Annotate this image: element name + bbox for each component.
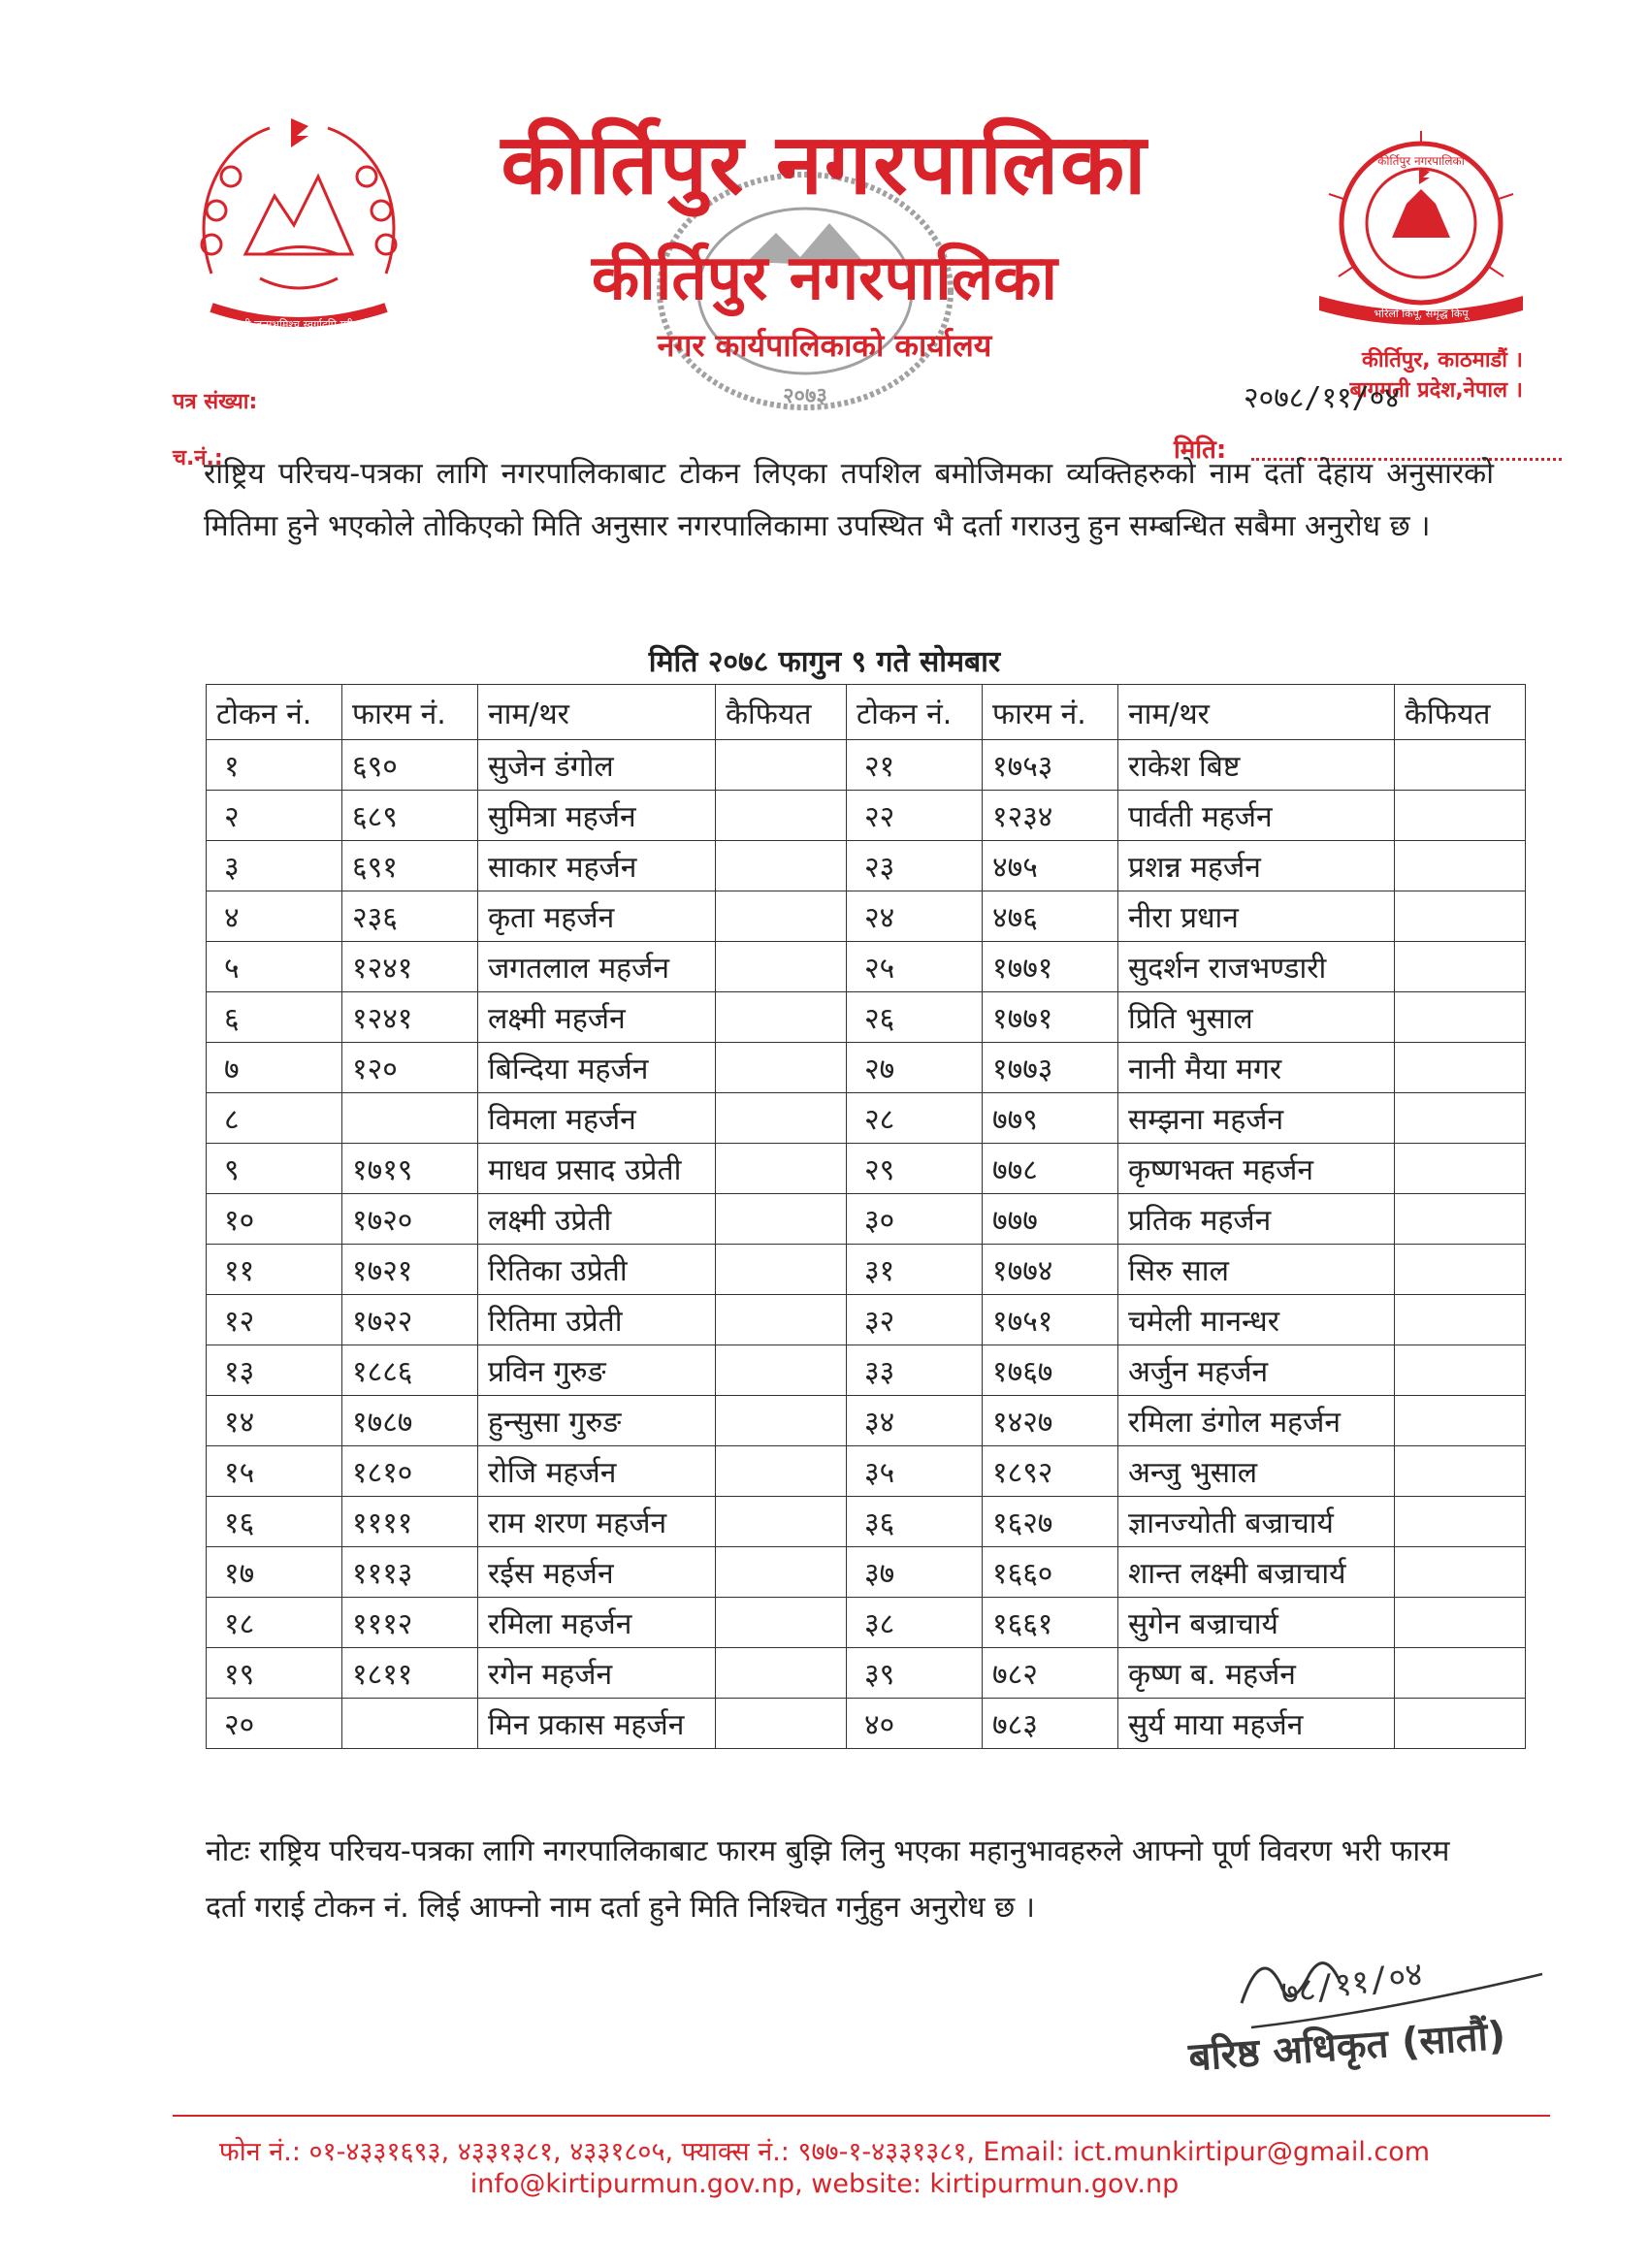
- form-no-cell: ७७९: [983, 1093, 1118, 1144]
- header-remarks: कैफियत: [716, 685, 847, 740]
- token-no-cell: ६: [207, 992, 342, 1043]
- name-cell: सुजेन डंगोल: [478, 740, 716, 791]
- name-cell: रमिला महर्जन: [478, 1598, 716, 1648]
- form-no-cell: ७७८: [983, 1144, 1118, 1194]
- table-row: [207, 1446, 1526, 1497]
- form-no-cell: ४७५: [983, 841, 1118, 891]
- token-no-cell: २०: [207, 1699, 342, 1749]
- table-body: [207, 740, 1526, 1749]
- remarks-cell: [1395, 891, 1526, 942]
- table-row: [207, 1345, 1526, 1396]
- remarks-cell: [1395, 1446, 1526, 1497]
- table-row: [207, 1648, 1526, 1699]
- remarks-cell: [716, 1396, 847, 1446]
- form-no-cell: १२४१: [342, 992, 478, 1043]
- remarks-cell: [1395, 1295, 1526, 1345]
- name-cell: शान्त लक्ष्मी बज्राचार्य: [1118, 1547, 1395, 1598]
- remarks-cell: [716, 992, 847, 1043]
- form-no-cell: १७७४: [983, 1245, 1118, 1295]
- form-no-cell: ६९१: [342, 841, 478, 891]
- remarks-cell: [1395, 1194, 1526, 1245]
- remarks-cell: [716, 740, 847, 791]
- form-no-cell: [342, 1699, 478, 1749]
- token-no-cell: १७: [207, 1547, 342, 1598]
- remarks-cell: [1395, 1396, 1526, 1446]
- form-no-cell: १११२: [342, 1598, 478, 1648]
- remarks-cell: [716, 1345, 847, 1396]
- form-no-cell: १६२७: [983, 1497, 1118, 1547]
- form-no-cell: १४२७: [983, 1396, 1118, 1446]
- form-no-cell: १२४१: [342, 942, 478, 992]
- header-form-no-2: फारम नं.: [983, 685, 1118, 740]
- form-no-cell: ७७७: [983, 1194, 1118, 1245]
- table-row: [207, 1194, 1526, 1245]
- form-no-cell: १६६०: [983, 1547, 1118, 1598]
- remarks-cell: [716, 1194, 847, 1245]
- address-province: बागमती प्रदेश,नेपाल ।: [1349, 378, 1523, 403]
- remarks-cell: [716, 1497, 847, 1547]
- remarks-cell: [716, 1446, 847, 1497]
- remarks-cell: [1395, 1144, 1526, 1194]
- token-no-cell: ५: [207, 942, 342, 992]
- remarks-cell: [716, 1547, 847, 1598]
- form-no-cell: १७५१: [983, 1295, 1118, 1345]
- letterhead-subtitle: कीर्तिपुर नगरपालिका: [592, 243, 1057, 314]
- svg-text:जननी जन्मभूमिश्च स्वर्गादपि गर: जननी जन्मभूमिश्च स्वर्गादपि गरीयसी: [228, 318, 370, 331]
- remarks-cell: [716, 841, 847, 891]
- form-no-cell: १२०: [342, 1043, 478, 1093]
- token-no-cell: १४: [207, 1396, 342, 1446]
- name-cell: रोजि महर्जन: [478, 1446, 716, 1497]
- form-no-cell: १८११: [342, 1648, 478, 1699]
- form-no-cell: १८१०: [342, 1446, 478, 1497]
- table-row: [207, 1396, 1526, 1446]
- token-no-cell: ३१: [847, 1245, 983, 1295]
- token-no-cell: २३: [847, 841, 983, 891]
- form-no-cell: १७१९: [342, 1144, 478, 1194]
- table-row: [207, 740, 1526, 791]
- header-token-no: टोकन नं.: [207, 685, 342, 740]
- header-remarks-2: कैफियत: [1395, 685, 1526, 740]
- form-no-cell: ७८३: [983, 1699, 1118, 1749]
- remarks-cell: [1395, 1245, 1526, 1295]
- name-cell: नानी मैया मगर: [1118, 1043, 1395, 1093]
- token-no-cell: १: [207, 740, 342, 791]
- body-paragraph: राष्ट्रिय परिचय-पत्रका लागि नगरपालिकाबाट टोकन लिएका तपशिल बमोजिमका व्यक्तिहरुको नाम दर्ता देहाय अनुसारको मितिमा हुने भएकोले तोकिएको मिति अनुसार नगरपालिकामा उपस्थित भै दर्ता गराउनु हुन सम्बन्धित सबैमा अनुरोध छ ।: [204, 457, 1494, 543]
- name-cell: लक्ष्मी उप्रेती: [478, 1194, 716, 1245]
- token-no-cell: १०: [207, 1194, 342, 1245]
- token-no-cell: २४: [847, 891, 983, 942]
- remarks-cell: [716, 942, 847, 992]
- token-no-cell: ३९: [847, 1648, 983, 1699]
- form-no-cell: १७६७: [983, 1345, 1118, 1396]
- signature-date: ७८/११/०४: [1278, 1954, 1426, 2014]
- form-no-cell: १७२१: [342, 1245, 478, 1295]
- name-cell: राकेश बिष्ट: [1118, 740, 1395, 791]
- remarks-cell: [716, 1648, 847, 1699]
- token-no-cell: ३३: [847, 1345, 983, 1396]
- remarks-cell: [716, 891, 847, 942]
- token-no-cell: ८: [207, 1093, 342, 1144]
- token-no-cell: ३२: [847, 1295, 983, 1345]
- remarks-cell: [1395, 1043, 1526, 1093]
- name-cell: रितिमा उप्रेती: [478, 1295, 716, 1345]
- token-no-cell: २: [207, 791, 342, 841]
- address-city: कीर्तिपुर, काठमाडौं ।: [1361, 348, 1523, 373]
- footer-contact: फोन नं.: ०१-४३३१६९३, ४३३१३८१, ४३३१८०५, फ्याक्स नं.: ९७७-१-४३३१३८१, Email: ict.munkirtipur@gmail.com: [218, 2137, 1431, 2167]
- token-no-cell: २५: [847, 942, 983, 992]
- remarks-cell: [716, 791, 847, 841]
- name-cell: रितिका उप्रेती: [478, 1245, 716, 1295]
- token-no-cell: २१: [847, 740, 983, 791]
- header-token-no-2: टोकन नं.: [847, 685, 983, 740]
- remarks-cell: [1395, 1497, 1526, 1547]
- table-row: [207, 1497, 1526, 1547]
- remarks-cell: [1395, 791, 1526, 841]
- form-no-cell: ४७६: [983, 891, 1118, 942]
- table-row: [207, 841, 1526, 891]
- table-row: [207, 1547, 1526, 1598]
- name-cell: मिन प्रकास महर्जन: [478, 1699, 716, 1749]
- name-cell: प्रशन्न महर्जन: [1118, 841, 1395, 891]
- name-cell: रगेन महर्जन: [478, 1648, 716, 1699]
- token-no-cell: २६: [847, 992, 983, 1043]
- svg-text:२०७३: २०७३: [783, 384, 827, 408]
- remarks-cell: [716, 1699, 847, 1749]
- name-cell: लक्ष्मी महर्जन: [478, 992, 716, 1043]
- name-cell: जगतलाल महर्जन: [478, 942, 716, 992]
- token-no-cell: १२: [207, 1295, 342, 1345]
- remarks-cell: [716, 1598, 847, 1648]
- table-row: [207, 1245, 1526, 1295]
- name-cell: रमिला डंगोल महर्जन: [1118, 1396, 1395, 1446]
- name-cell: अर्जुन महर्जन: [1118, 1345, 1395, 1396]
- name-cell: कृता महर्जन: [478, 891, 716, 942]
- token-no-cell: ३०: [847, 1194, 983, 1245]
- name-cell: विमला महर्जन: [478, 1093, 716, 1144]
- name-cell: ज्ञानज्योती बज्राचार्य: [1118, 1497, 1395, 1547]
- form-no-cell: १७७१: [983, 992, 1118, 1043]
- table-header-row: [207, 685, 1526, 740]
- name-cell: हुन्सुसा गुरुङ: [478, 1396, 716, 1446]
- footer-divider: [173, 2115, 1550, 2117]
- note-paragraph: नोटः राष्ट्रिय परिचय-पत्रका लागि नगरपालिकाबाट फारम बुझि लिनु भएका महानुभावहरुले आफ्नो पूर्ण विवरण भरी फारम दर्ता गराई टोकन नं. लिई आफ्नो नाम दर्ता हुने मिति निश्चित गर्नुहुन अनुरोध छ ।: [206, 1834, 1450, 1925]
- remarks-cell: [716, 1245, 847, 1295]
- form-no-cell: १११३: [342, 1547, 478, 1598]
- form-no-cell: १७७१: [983, 942, 1118, 992]
- form-no-cell: १७७३: [983, 1043, 1118, 1093]
- name-cell: अन्जु भुसाल: [1118, 1446, 1395, 1497]
- remarks-cell: [716, 1093, 847, 1144]
- dispatch-number-label: च.नं.:: [173, 446, 223, 470]
- remarks-cell: [1395, 841, 1526, 891]
- form-no-cell: [342, 1093, 478, 1144]
- token-no-cell: २७: [847, 1043, 983, 1093]
- table-row: [207, 1295, 1526, 1345]
- letterhead-office: नगर कार्यपालिकाको कार्यालय: [657, 327, 992, 364]
- form-no-cell: १८८६: [342, 1345, 478, 1396]
- table-row: [207, 791, 1526, 841]
- form-no-cell: १८९२: [983, 1446, 1118, 1497]
- name-cell: राम शरण महर्जन: [478, 1497, 716, 1547]
- date-value: २०७८/११/०४: [1244, 381, 1400, 415]
- token-no-cell: ३७: [847, 1547, 983, 1598]
- remarks-cell: [1395, 1345, 1526, 1396]
- table-row: [207, 1598, 1526, 1648]
- remarks-cell: [716, 1144, 847, 1194]
- table-row: [207, 942, 1526, 992]
- table-row: [207, 1144, 1526, 1194]
- token-no-cell: ४०: [847, 1699, 983, 1749]
- token-no-cell: १३: [207, 1345, 342, 1396]
- svg-text:कीर्तिपुर नगरपालिका: कीर्तिपुर नगरपालिका: [1377, 154, 1465, 168]
- footer-website: info@kirtipurmun.gov.np, website: kirtipurmun.gov.np: [469, 2169, 1180, 2199]
- token-no-cell: १८: [207, 1598, 342, 1648]
- form-no-cell: १७८७: [342, 1396, 478, 1446]
- registration-table: [206, 684, 1526, 1749]
- letterhead-title: कीर्तिपुर नगरपालिका: [501, 116, 1148, 213]
- name-cell: पार्वती महर्जन: [1118, 791, 1395, 841]
- name-cell: रईस महर्जन: [478, 1547, 716, 1598]
- form-no-cell: ६८९: [342, 791, 478, 841]
- token-no-cell: २८: [847, 1093, 983, 1144]
- token-no-cell: ७: [207, 1043, 342, 1093]
- token-no-cell: १६: [207, 1497, 342, 1547]
- name-cell: प्रिति भुसाल: [1118, 992, 1395, 1043]
- token-no-cell: ११: [207, 1245, 342, 1295]
- name-cell: नीरा प्रधान: [1118, 891, 1395, 942]
- name-cell: प्रतिक महर्जन: [1118, 1194, 1395, 1245]
- table-row: [207, 891, 1526, 942]
- form-no-cell: ११११: [342, 1497, 478, 1547]
- token-no-cell: ४: [207, 891, 342, 942]
- svg-text:भरिलो किपू, समृद्ध किपू: भरिलो किपू, समृद्ध किपू: [1374, 308, 1469, 320]
- token-no-cell: ९: [207, 1144, 342, 1194]
- remarks-cell: [716, 1043, 847, 1093]
- form-no-cell: १७२२: [342, 1295, 478, 1345]
- name-cell: सुमित्रा महर्जन: [478, 791, 716, 841]
- table-row: [207, 1043, 1526, 1093]
- remarks-cell: [1395, 1547, 1526, 1598]
- signatory-title: बरिष्ठ अधिकृत (सातौं): [1186, 2013, 1507, 2081]
- form-no-cell: ७८२: [983, 1648, 1118, 1699]
- form-no-cell: १७२०: [342, 1194, 478, 1245]
- name-cell: साकार महर्जन: [478, 841, 716, 891]
- name-cell: कृष्ण ब. महर्जन: [1118, 1648, 1395, 1699]
- name-cell: सुगेन बज्राचार्य: [1118, 1598, 1395, 1648]
- token-no-cell: २९: [847, 1144, 983, 1194]
- token-no-cell: ३: [207, 841, 342, 891]
- remarks-cell: [1395, 1093, 1526, 1144]
- form-no-cell: ६९०: [342, 740, 478, 791]
- remarks-cell: [716, 1295, 847, 1345]
- token-no-cell: १५: [207, 1446, 342, 1497]
- token-no-cell: ३४: [847, 1396, 983, 1446]
- name-cell: सिरु साल: [1118, 1245, 1395, 1295]
- name-cell: चमेली मानन्धर: [1118, 1295, 1395, 1345]
- header-name: नाम/थर: [478, 685, 716, 740]
- remarks-cell: [1395, 1699, 1526, 1749]
- remarks-cell: [1395, 992, 1526, 1043]
- remarks-cell: [1395, 740, 1526, 791]
- date-label: मिति:: [1174, 436, 1227, 465]
- form-no-cell: १२३४: [983, 791, 1118, 841]
- token-no-cell: ३८: [847, 1598, 983, 1648]
- letter-number-label: पत्र संख्या:: [173, 390, 258, 414]
- form-no-cell: २३६: [342, 891, 478, 942]
- remarks-cell: [1395, 1648, 1526, 1699]
- form-no-cell: १७५३: [983, 740, 1118, 791]
- name-cell: सुर्य माया महर्जन: [1118, 1699, 1395, 1749]
- name-cell: सम्झना महर्जन: [1118, 1093, 1395, 1144]
- header-name-2: नाम/थर: [1118, 685, 1395, 740]
- table-row: [207, 992, 1526, 1043]
- header-form-no: फारम नं.: [342, 685, 478, 740]
- form-no-cell: १६६१: [983, 1598, 1118, 1648]
- table-row: [207, 1093, 1526, 1144]
- name-cell: सुदर्शन राजभण्डारी: [1118, 942, 1395, 992]
- token-no-cell: ३६: [847, 1497, 983, 1547]
- name-cell: बिन्दिया महर्जन: [478, 1043, 716, 1093]
- token-no-cell: २२: [847, 791, 983, 841]
- token-no-cell: १९: [207, 1648, 342, 1699]
- remarks-cell: [1395, 1598, 1526, 1648]
- name-cell: कृष्णभक्त महर्जन: [1118, 1144, 1395, 1194]
- remarks-cell: [1395, 942, 1526, 992]
- table-title: मिति २०७८ फागुन ९ गते सोमबार: [648, 645, 1001, 679]
- name-cell: प्रविन गुरुङ: [478, 1345, 716, 1396]
- token-no-cell: ३५: [847, 1446, 983, 1497]
- table-row: [207, 1699, 1526, 1749]
- name-cell: माधव प्रसाद उप्रेती: [478, 1144, 716, 1194]
